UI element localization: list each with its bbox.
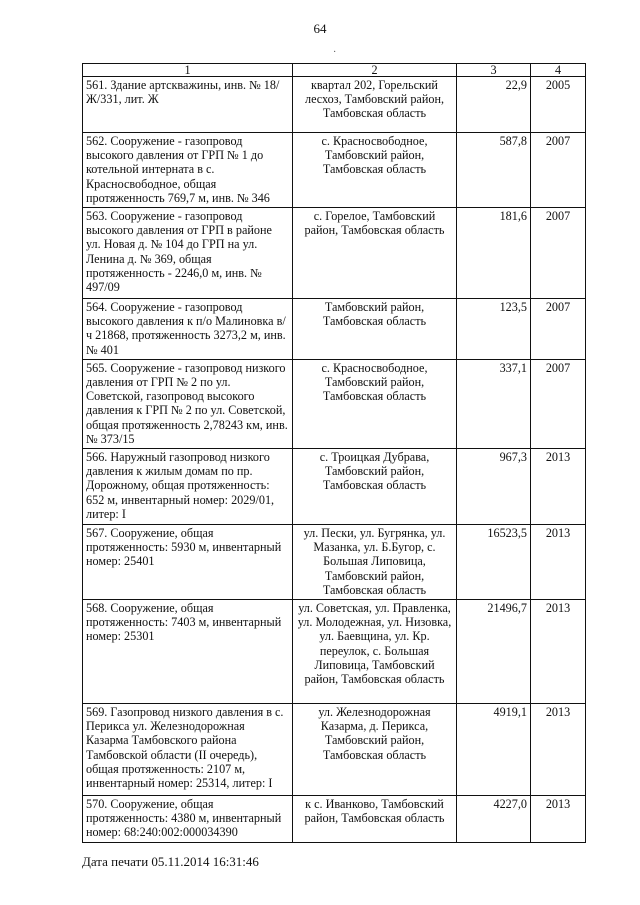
table-row	[83, 359, 586, 448]
print-date: Дата печати 05.11.2014 16:31:46	[82, 854, 259, 869]
table-row	[83, 525, 586, 600]
object-value: 21496,7	[457, 600, 531, 704]
object-name: 568. Сооружение, общая протяженность: 7403 м, инвентарный номер: 25301	[83, 600, 293, 704]
object-address: с. Горелое, Тамбовский район, Тамбовская область	[293, 208, 457, 299]
object-year: 2005	[531, 77, 586, 133]
table-row	[83, 449, 586, 525]
table-row	[83, 600, 586, 704]
object-name: 562. Сооружение - газопровод высокого давления от ГРП № 1 до котельной интерната в с. Красносвободное, общая протяженность 769,7 м, инв. № 346	[83, 133, 293, 208]
object-year: 2013	[531, 704, 586, 796]
object-value: 337,1	[457, 359, 531, 448]
object-address: ул. Советская, ул. Правленка, ул. Молодежная, ул. Низовка, ул. Баевщина, ул. Кр. переулок, с. Большая Липовица, Тамбовский район, Тамбовская область	[293, 600, 457, 704]
object-value: 181,6	[457, 208, 531, 299]
object-address: ул. Пески, ул. Бугрянка, ул. Мазанка, ул. Б.Бугор, с. Большая Липовица, Тамбовский район, Тамбовская область	[293, 525, 457, 600]
table-row	[83, 133, 586, 208]
column-header-2: 2	[293, 64, 457, 77]
object-address: к с. Иванково, Тамбовский район, Тамбовская область	[293, 796, 457, 843]
object-value: 587,8	[457, 133, 531, 208]
object-name: 567. Сооружение, общая протяженность: 5930 м, инвентарный номер: 25401	[83, 525, 293, 600]
object-value: 16523,5	[457, 525, 531, 600]
object-address: Тамбовский район, Тамбовская область	[293, 299, 457, 360]
object-address: с. Троицкая Дубрава, Тамбовский район, Тамбовская область	[293, 449, 457, 525]
column-header-3: 3	[457, 64, 531, 77]
table-row	[83, 208, 586, 299]
object-year: 2013	[531, 525, 586, 600]
header-row	[83, 64, 586, 77]
column-header-4: 4	[531, 64, 586, 77]
column-header-1: 1	[83, 64, 293, 77]
object-year: 2013	[531, 796, 586, 843]
object-value: 22,9	[457, 77, 531, 133]
object-value: 4919,1	[457, 704, 531, 796]
object-name: 563. Сооружение - газопровод высокого давления от ГРП в районе ул. Новая д. № 104 до ГРП на ул. Ленина д. № 369, общая протяженность - 2246,0 м, инв. № 497/09	[83, 208, 293, 299]
object-year: 2007	[531, 208, 586, 299]
object-address: ул. Железнодорожная Казарма, д. Перикса, Тамбовский район, Тамбовская область	[293, 704, 457, 796]
table-row	[83, 299, 586, 360]
object-value: 4227,0	[457, 796, 531, 843]
table-row	[83, 77, 586, 133]
object-year: 2007	[531, 133, 586, 208]
object-value: 967,3	[457, 449, 531, 525]
object-name: 569. Газопровод низкого давления в с. Перикса ул. Железнодорожная Казарма Тамбовского района Тамбовской области (II очередь), общая протяженность: 2107 м, инвентарный номер: 25314, литер: I	[83, 704, 293, 796]
property-table	[82, 63, 586, 843]
object-address: квартал 202, Горельский лесхоз, Тамбовский район, Тамбовская область	[293, 77, 457, 133]
object-name: 570. Сооружение, общая протяженность: 4380 м, инвентарный номер: 68:240:002:000034390	[83, 796, 293, 843]
object-year: 2013	[531, 449, 586, 525]
object-name: 566. Наружный газопровод низкого давления к жилым домам по пр. Дорожному, общая протяженность: 652 м, инвентарный номер: 2029/01, литер: I	[83, 449, 293, 525]
object-year: 2013	[531, 600, 586, 704]
table-row	[83, 796, 586, 843]
object-name: 565. Сооружение - газопровод низкого давления от ГРП № 2 по ул. Советской, газопровод высокого давления к ГРП № 2 по ул. Советской, общая протяженность 2,78243 км, инв. № 373/15	[83, 359, 293, 448]
object-year: 2007	[531, 299, 586, 360]
object-value: 123,5	[457, 299, 531, 360]
object-address: с. Красносвободное, Тамбовский район, Тамбовская область	[293, 359, 457, 448]
object-name: 561. Здание артскважины, инв. № 18/Ж/331, лит. Ж	[83, 77, 293, 133]
object-name: 564. Сооружение - газопровод высокого давления к п/о Малиновка в/ч 21868, протяженность 3273,2 м, инв. № 401	[83, 299, 293, 360]
scan-dot: ·	[333, 47, 337, 58]
page-number: 64	[313, 21, 327, 36]
object-address: с. Красносвободное, Тамбовский район, Тамбовская область	[293, 133, 457, 208]
table-row	[83, 704, 586, 796]
object-year: 2007	[531, 359, 586, 448]
